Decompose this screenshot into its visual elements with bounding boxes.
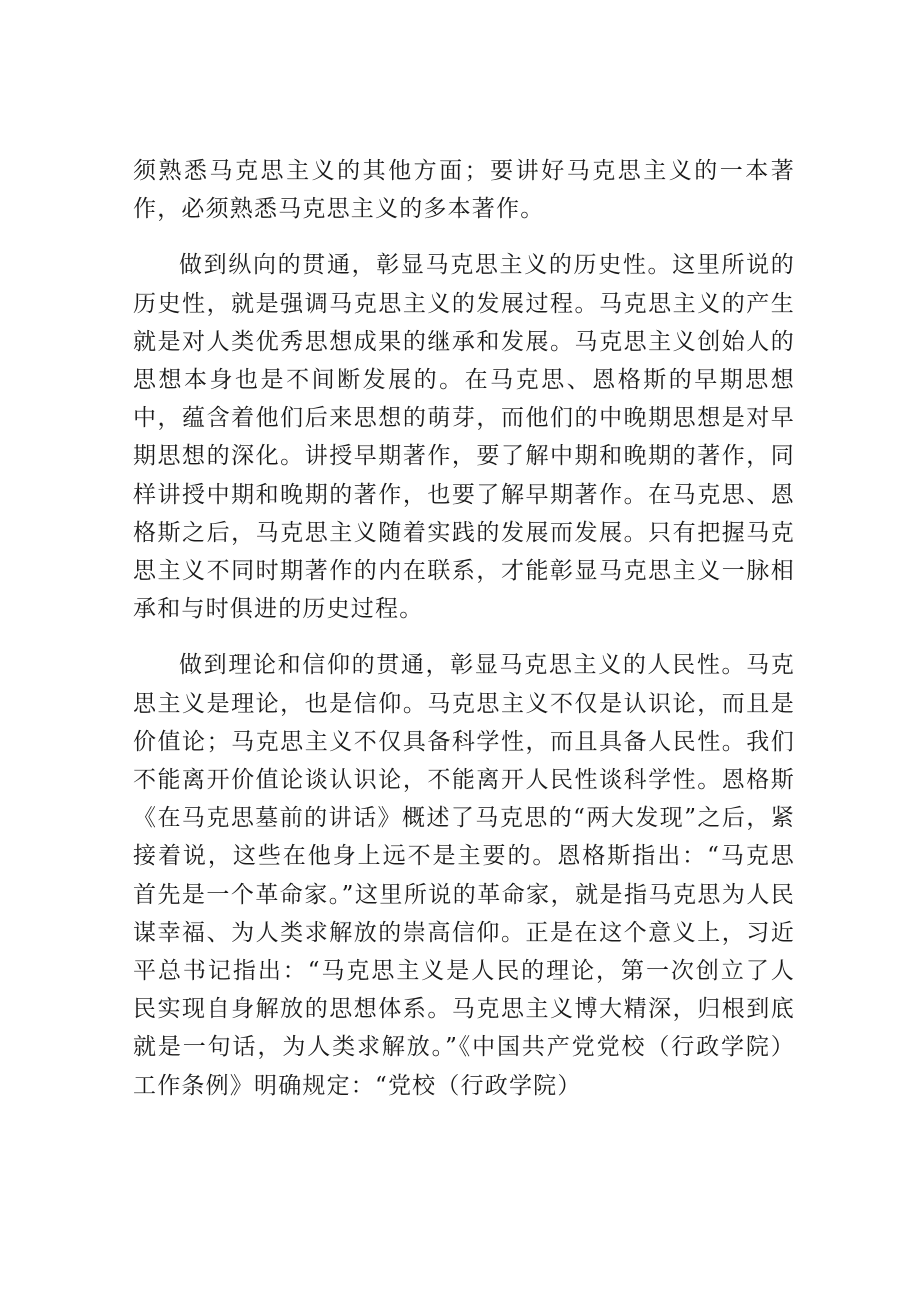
paragraph-people-nature: 做到理论和信仰的贯通，彰显马克思主义的人民性。马克思主义是理论，也是信仰。马克思主义不仅是认识论，而且是价值论；马克思主义不仅具备科学性，而且具备人民性。我们不能离开价值论谈认识论，不能离开人民性谈科学性。恩格斯《在马克思墓前的讲话》概述了马克思的“两大发现”之后，紧接着说，这些在他身上远不是主要的。恩格斯指出：“马克思首先是一个革命家。”这里所说的革命家，就是指马克思为人民谋幸福、为人类求解放的崇高信仰。正是在这个意义上，习近平总书记指出：“马克思主义是人民的理论，第一次创立了人民实现自身解放的思想体系。马克思主义博大精深，归根到底就是一句话，为人类求解放。”《中国共产党党校（行政学院）工作条例》明确规定：“党校（行政学院） [133,652,795,1099]
paragraph-historicity: 做到纵向的贯通，彰显马克思主义的历史性。这里所说的历史性，就是强调马克思主义的发展过程。马克思主义的产生就是对人类优秀思想成果的继承和发展。马克思主义创始人的思想本身也是不间断发展的。在马克思、恩格斯的早期思想中，蕴含着他们后来思想的萌芽，而他们的中晚期思想是对早期思想的深化。讲授早期著作，要了解中期和晚期的著作，同样讲授中期和晚期的著作，也要了解早期著作。在马克思、恩格斯之后，马克思主义随着实践的发展而发展。只有把握马克思主义不同时期著作的内在联系，才能彰显马克思主义一脉相承和与时俱进的历史过程。 [133,252,795,623]
paragraph-continuation: 须熟悉马克思主义的其他方面；要讲好马克思主义的一本著作，必须熟悉马克思主义的多本著作。 [133,158,795,223]
document-body [133,152,795,1105]
